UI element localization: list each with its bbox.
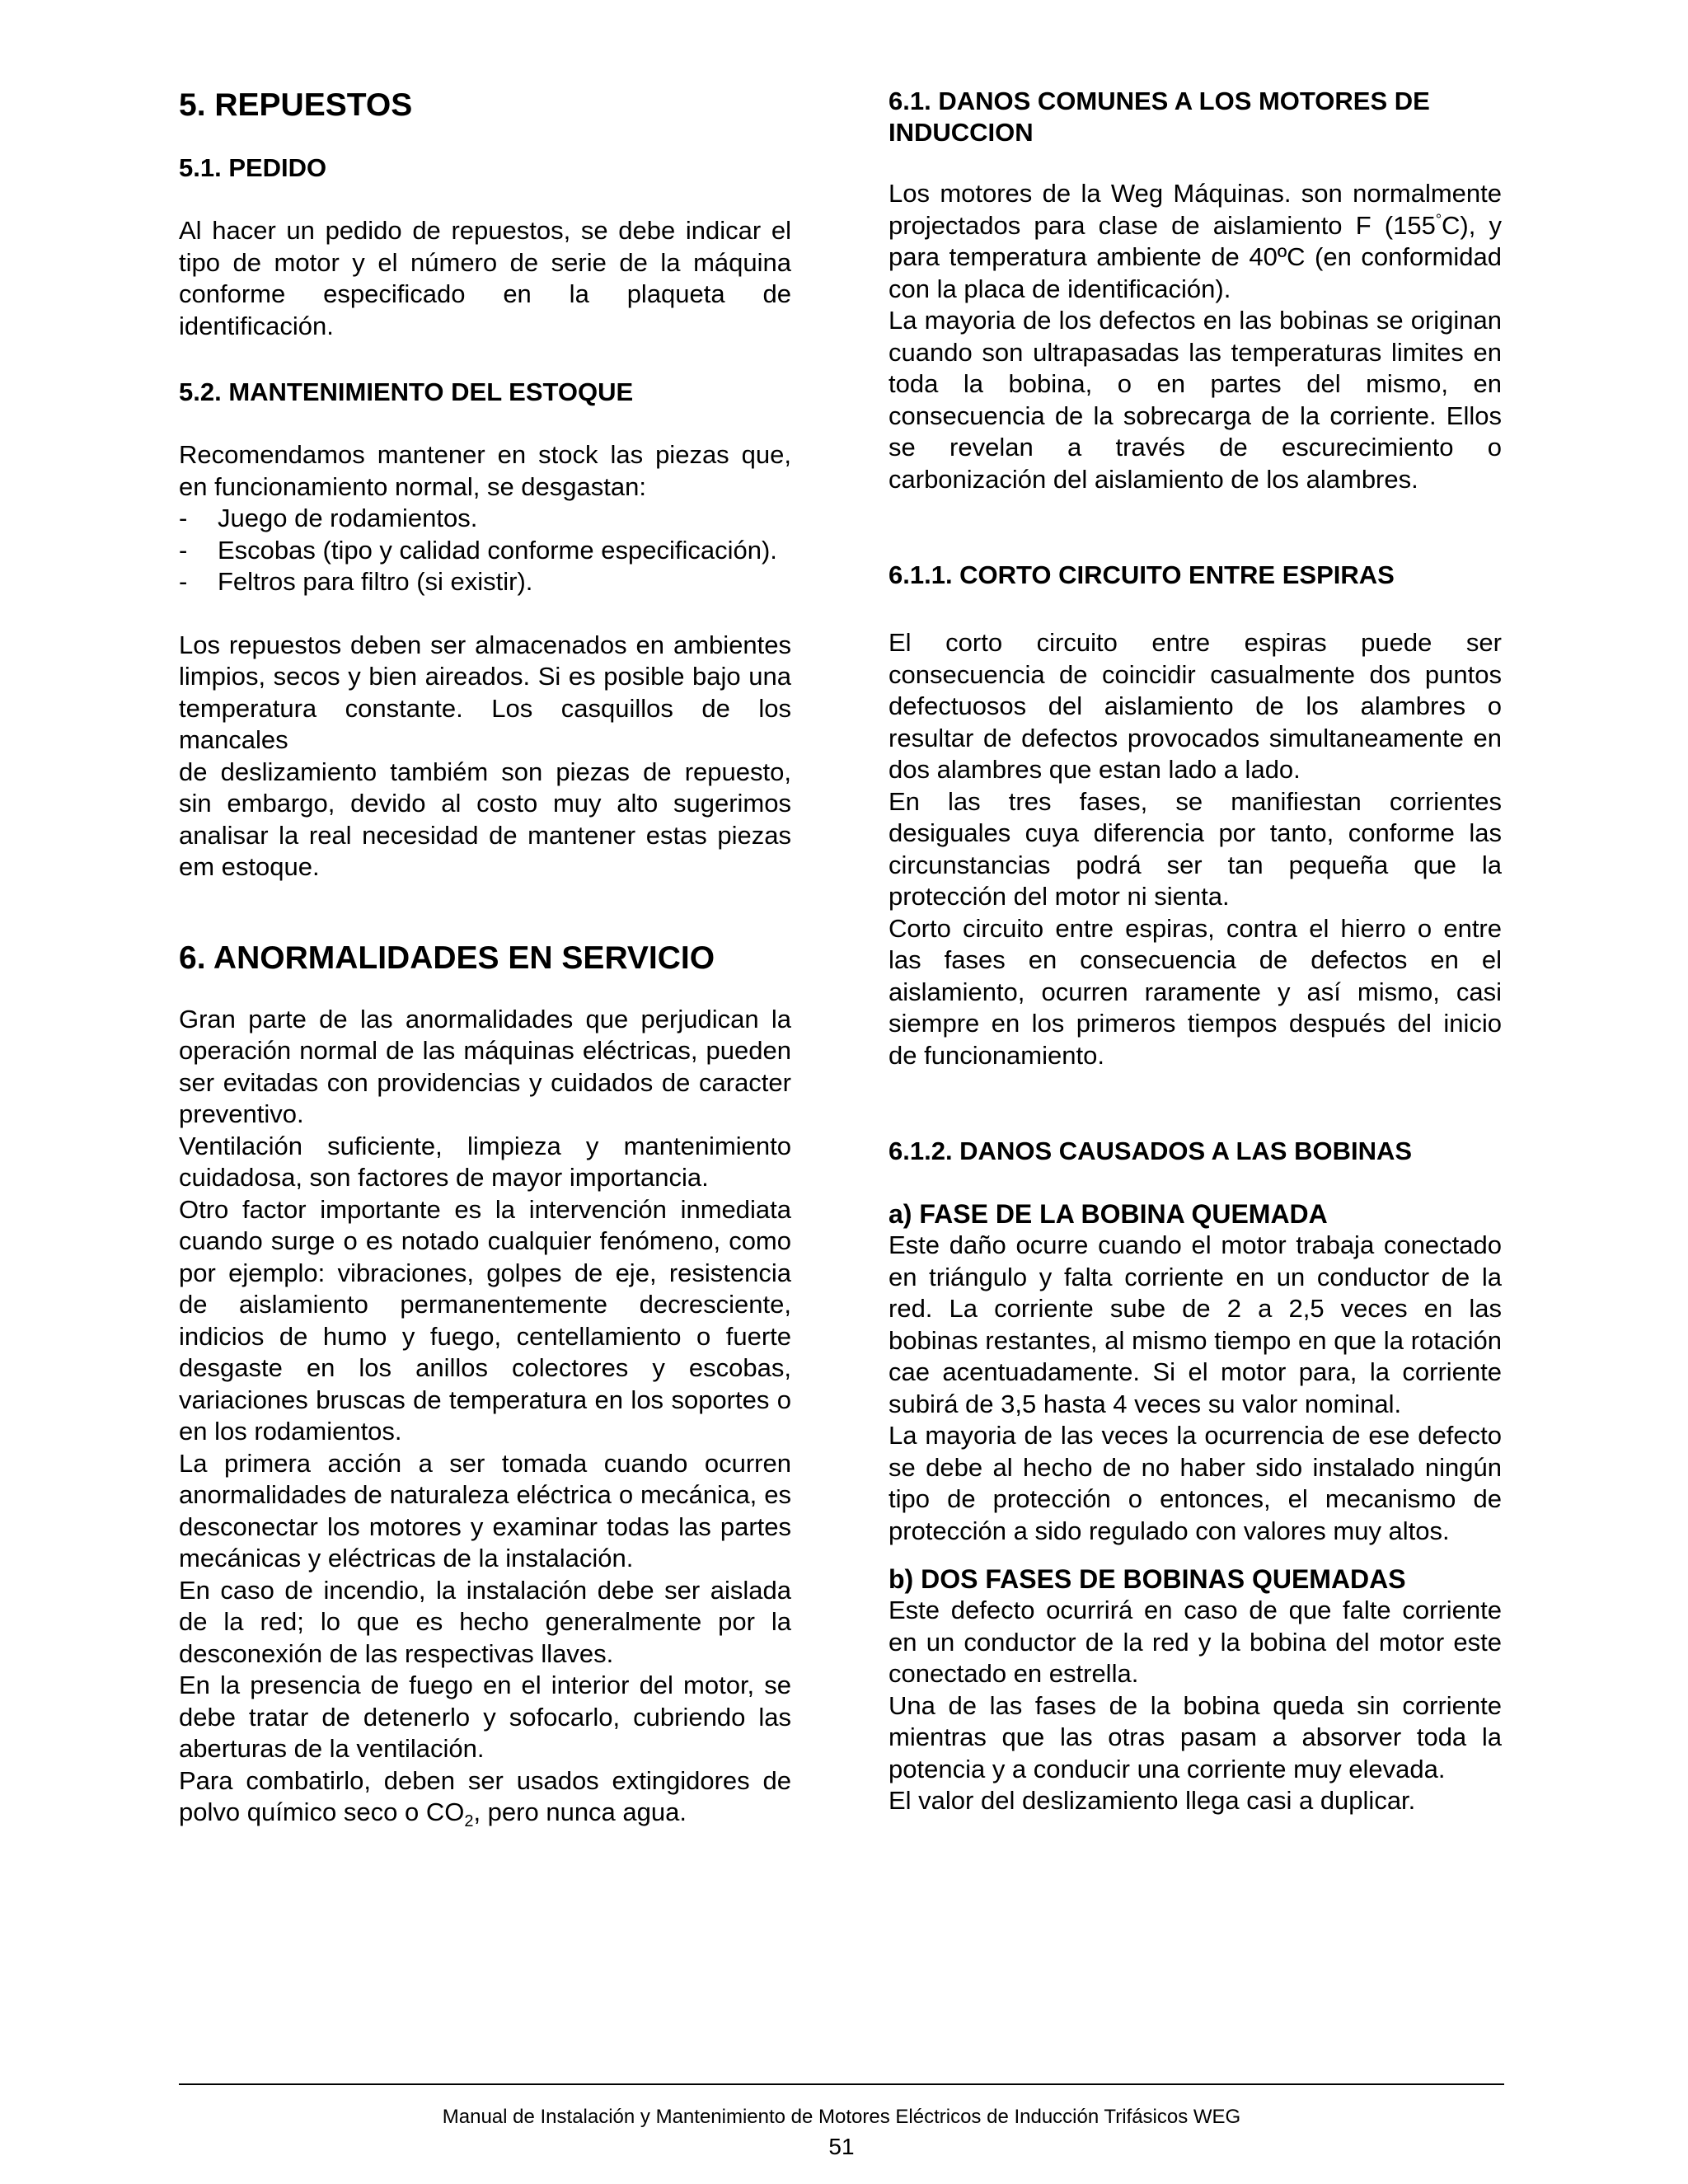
extintores-text-end: , pero nunca agua. bbox=[473, 1797, 687, 1826]
subsection-title-bobinas: 6.1.2. DANOS CAUSADOS A LAS BOBINAS bbox=[889, 1137, 1413, 1165]
paragraph-danos bbox=[889, 178, 1502, 305]
paragraph-anormalidades: Gran parte de las anormalidades que perjudican la operación normal de las máquinas eléctricas, pueden ser evitadas con providencias y cuidados de caracter preventivo. bbox=[179, 1004, 791, 1128]
list-item-text: Escobas (tipo y calidad conforme especificación). bbox=[218, 535, 777, 565]
left-column bbox=[179, 78, 791, 1829]
paragraph-corto: En las tres fases, se manifiestan corrientes desiguales cuya diferencia por tanto, conforme las circunstancias podrá ser tan pequeña que la protección del motor ni sienta. bbox=[889, 786, 1502, 911]
co2-subscript: 2 bbox=[464, 1812, 474, 1831]
paragraph-estoque: Recomendamos mantener en stock las piezas que, en funcionamiento normal, se desgastan: bbox=[179, 440, 791, 501]
paragraph-dos-fases: Una de las fases de la bobina queda sin corriente mientras que las otras pasam a absorver toda la potencia y a conducir una corriente muy elevada. bbox=[889, 1690, 1502, 1783]
paragraph-dos-fases: Este defecto ocurrirá en caso de que falte corriente en un conductor de la red y la bobina del motor este conectado en estrella. bbox=[889, 1596, 1502, 1688]
paragraph-anormalidades: La primera acción a ser tomada cuando ocurren anormalidades de naturaleza eléctrica o mecánica, es desconectar los motores y examinar todas las partes mecánicas y eléctricas de la instalación. bbox=[179, 1448, 791, 1572]
extintores-text: Para combatirlo, deben ser usados extingidores de polvo químico seco o CO bbox=[179, 1765, 791, 1826]
paragraph-fase: Este daño ocurre cuando el motor trabaja conectado en triángulo y falta corriente en un conductor de la red. La corriente sube de 2 a 2,5 veces en las bobinas restantes, al mismo tiempo en que la rotación cae acentuadamente. Si el motor para, la corriente subirá de 3,5 hasta 4 veces su valor nominal. bbox=[889, 1230, 1502, 1418]
subsection-title-danos: 6.1. DANOS COMUNES A LOS MOTORES DE INDUCCION bbox=[889, 87, 1430, 147]
section-title-repuestos: 5. REPUESTOS bbox=[179, 87, 413, 123]
subsection-title-estoque: 5.2. MANTENIMIENTO DEL ESTOQUE bbox=[179, 377, 634, 406]
paragraph-corto: El corto circuito entre espiras puede ser consecuencia de coincidir casualmente dos puntos defectuosos del aislamiento de los alambres o resultar de defectos provocados simultaneamente en dos alambres que estan lado a lado. bbox=[889, 628, 1502, 784]
footer-divider bbox=[179, 2083, 1504, 2085]
list-item-text: Feltros para filtro (si existir). bbox=[218, 567, 533, 596]
paragraph-fase: La mayoria de las veces la ocurrencia de ese defecto se debe al hecho de no haber sido instalado ningún tipo de protección o entonces, el mecanismo de protección a sido regulado con valores muy altos. bbox=[889, 1421, 1502, 1545]
page-number: 51 bbox=[828, 2134, 855, 2159]
heading-dos-fases: b) DOS FASES DE BOBINAS QUEMADAS bbox=[889, 1564, 1406, 1594]
paragraph-anormalidades: En la presencia de fuego en el interior del motor, se debe tratar de detenerlo y sofocarlo, cubriendo las aberturas de la ventilación. bbox=[179, 1671, 791, 1763]
paragraph-dos-fases: El valor del deslizamiento llega casi a duplicar. bbox=[889, 1786, 1416, 1815]
danos-text: Los motores de la Weg Máquinas. son normalmente projectados para clase de aislamiento F (155 bbox=[889, 179, 1502, 240]
paragraph-defectos: La mayoria de los defectos en las bobinas se originan cuando son ultrapasadas las temperaturas limites en toda la bobina, o en partes del mismo, en consecuencia de la sobrecarga de la corriente. Ellos se revelan a través de escurecimiento o carbonización del aislamiento de los alambres. bbox=[889, 306, 1502, 494]
list-dash: - bbox=[179, 504, 188, 532]
list-item bbox=[179, 566, 791, 598]
paragraph-anormalidades: Ventilación suficiente, limpieza y mantenimiento cuidadosa, son factores de mayor importancia. bbox=[179, 1131, 791, 1192]
right-column bbox=[889, 78, 1502, 1817]
paragraph-extintores bbox=[179, 1765, 791, 1829]
section-title-anormalidades: 6. ANORMALIDADES EN SERVICIO bbox=[179, 940, 715, 976]
subsection-title-pedido: 5.1. PEDIDO bbox=[179, 153, 327, 182]
paragraph-pedido: Al hacer un pedido de repuestos, se debe indicar el tipo de motor y el número de serie de la máquina conforme especificado en la plaqueta de identificación. bbox=[179, 216, 791, 340]
degree-symbol: ° bbox=[1435, 211, 1442, 228]
paragraph-corto: Corto circuito entre espiras, contra el hierro o entre las fases en consecuencia de defectos en el aislamiento, ocurren raramente y así mismo, casi siempre en los primeros tiempos después del inicio de funcionamiento. bbox=[889, 913, 1502, 1070]
paragraph-anormalidades: En caso de incendio, la instalación debe ser aislada de la red; lo que es hecho generalmente por la desconexión de las respectivas llaves. bbox=[179, 1575, 791, 1668]
paragraph-almacenamiento-cont: de deslizamiento tambiém son piezas de repuesto, sin embargo, devido al costo muy alto sugerimos analisar la real necesidad de mantener estas piezas em estoque. bbox=[179, 757, 791, 881]
danos-text-end: C), y para temperatura ambiente de 40ºC (en conformidad con la placa de identificación). bbox=[889, 210, 1503, 303]
list-item bbox=[179, 503, 791, 535]
heading-fase-quemada: a) FASE DE LA BOBINA QUEMADA bbox=[889, 1199, 1328, 1229]
paragraph-almacenamiento: Los repuestos deben ser almacenados en ambientes limpios, secos y bien aireados. Si es posible bajo una temperatura constante. Los casquillos de los mancales bbox=[179, 630, 791, 754]
list-dash: - bbox=[179, 535, 188, 565]
footer-title: Manual de Instalación y Mantenimiento de Motores Eléctricos de Inducción Trifásicos WEG bbox=[442, 2106, 1241, 2128]
subsection-title-corto: 6.1.1. CORTO CIRCUITO ENTRE ESPIRAS bbox=[889, 560, 1395, 589]
list-item bbox=[179, 535, 791, 567]
paragraph-anormalidades: Otro factor importante es la intervención inmediata cuando surge o es notado cualquier fenómeno, como por ejemplo: vibraciones, golpes de eje, resistencia de aislamiento permanentemente decresciente, indicios de humo y fuego, centellamiento o fuerte desgaste en los anillos colectores y escobas, variaciones bruscas de temperatura en los soportes o en los rodamientos. bbox=[179, 1194, 791, 1446]
list-dash: - bbox=[179, 567, 188, 596]
list-item-text: Juego de rodamientos. bbox=[218, 504, 478, 532]
